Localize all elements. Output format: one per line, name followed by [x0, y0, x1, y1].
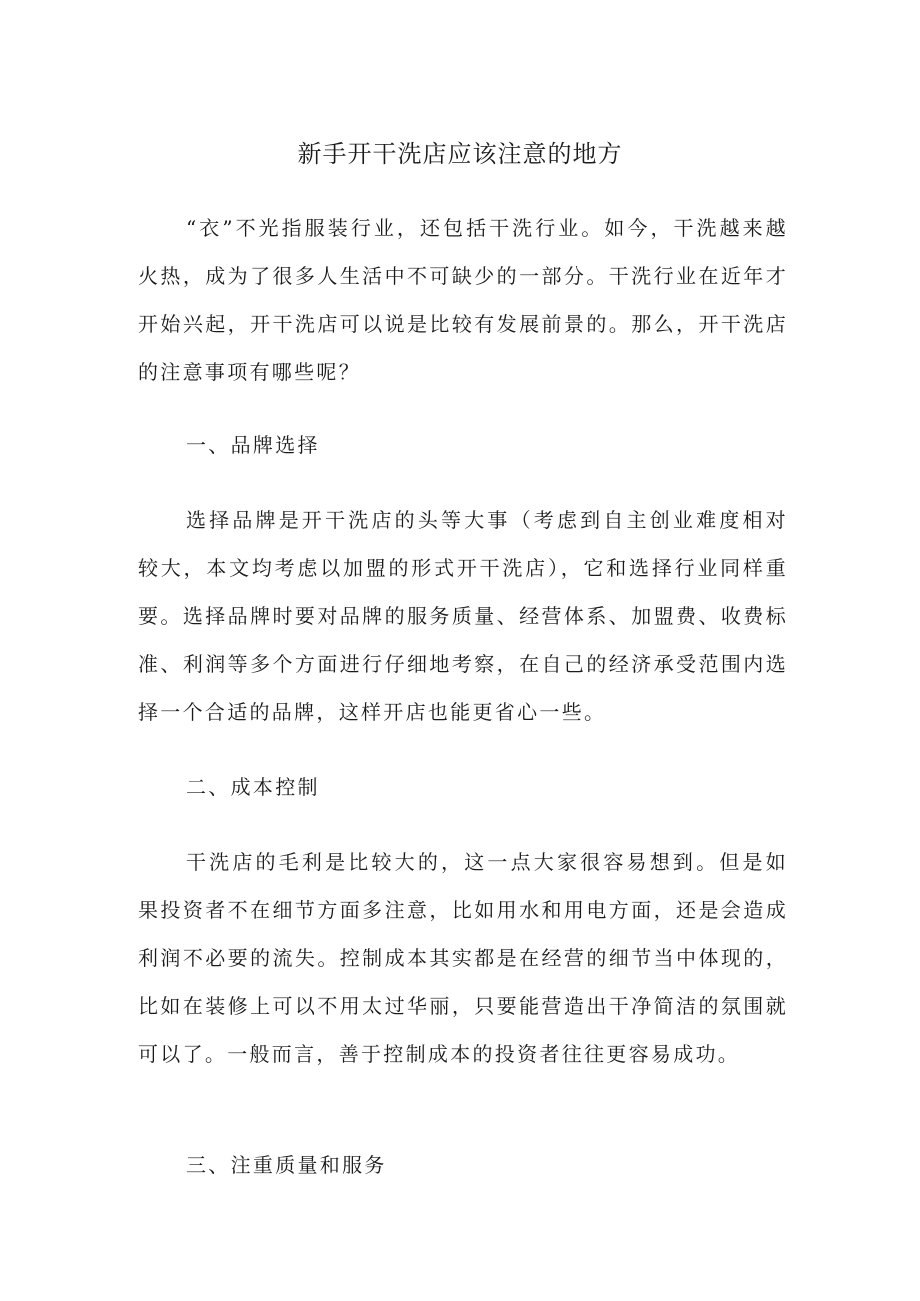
- section-body-brand: 选择品牌是开干洗店的头等大事（考虑到自主创业难度相对较大，本文均考虑以加盟的形式开干洗店），它和选择行业同样重要。选择品牌时要对品牌的服务质量、经营体系、加盟费、收费标准、利润等多个方面进行仔细地考察，在自己的经济承受范围内选择一个合适的品牌，这样开店也能更省心一些。: [138, 508, 788, 724]
- document-title: 新手开干洗店应该注意的地方: [297, 140, 623, 168]
- section-heading-cost: 二、成本控制: [186, 775, 320, 799]
- section-heading-brand: 一、品牌选择: [186, 433, 320, 457]
- section-heading-quality: 三、注重质量和服务: [186, 1153, 387, 1177]
- intro-paragraph: “衣”不光指服装行业，还包括干洗行业。如今，干洗越来越火热，成为了很多人生活中不可缺少的一部分。干洗行业在近年才开始兴起，开干洗店可以说是比较有发展前景的。那么，开干洗店的注意事项有哪些呢？: [138, 216, 788, 384]
- section-body-cost: 干洗店的毛利是比较大的，这一点大家很容易想到。但是如果投资者不在细节方面多注意，比如用水和用电方面，还是会造成利润不必要的流失。控制成本其实都是在经营的细节当中体现的，比如在装修上可以不用太过华丽，只要能营造出干净简洁的氛围就可以了。一般而言，善于控制成本的投资者往往更容易成功。: [138, 850, 788, 1066]
